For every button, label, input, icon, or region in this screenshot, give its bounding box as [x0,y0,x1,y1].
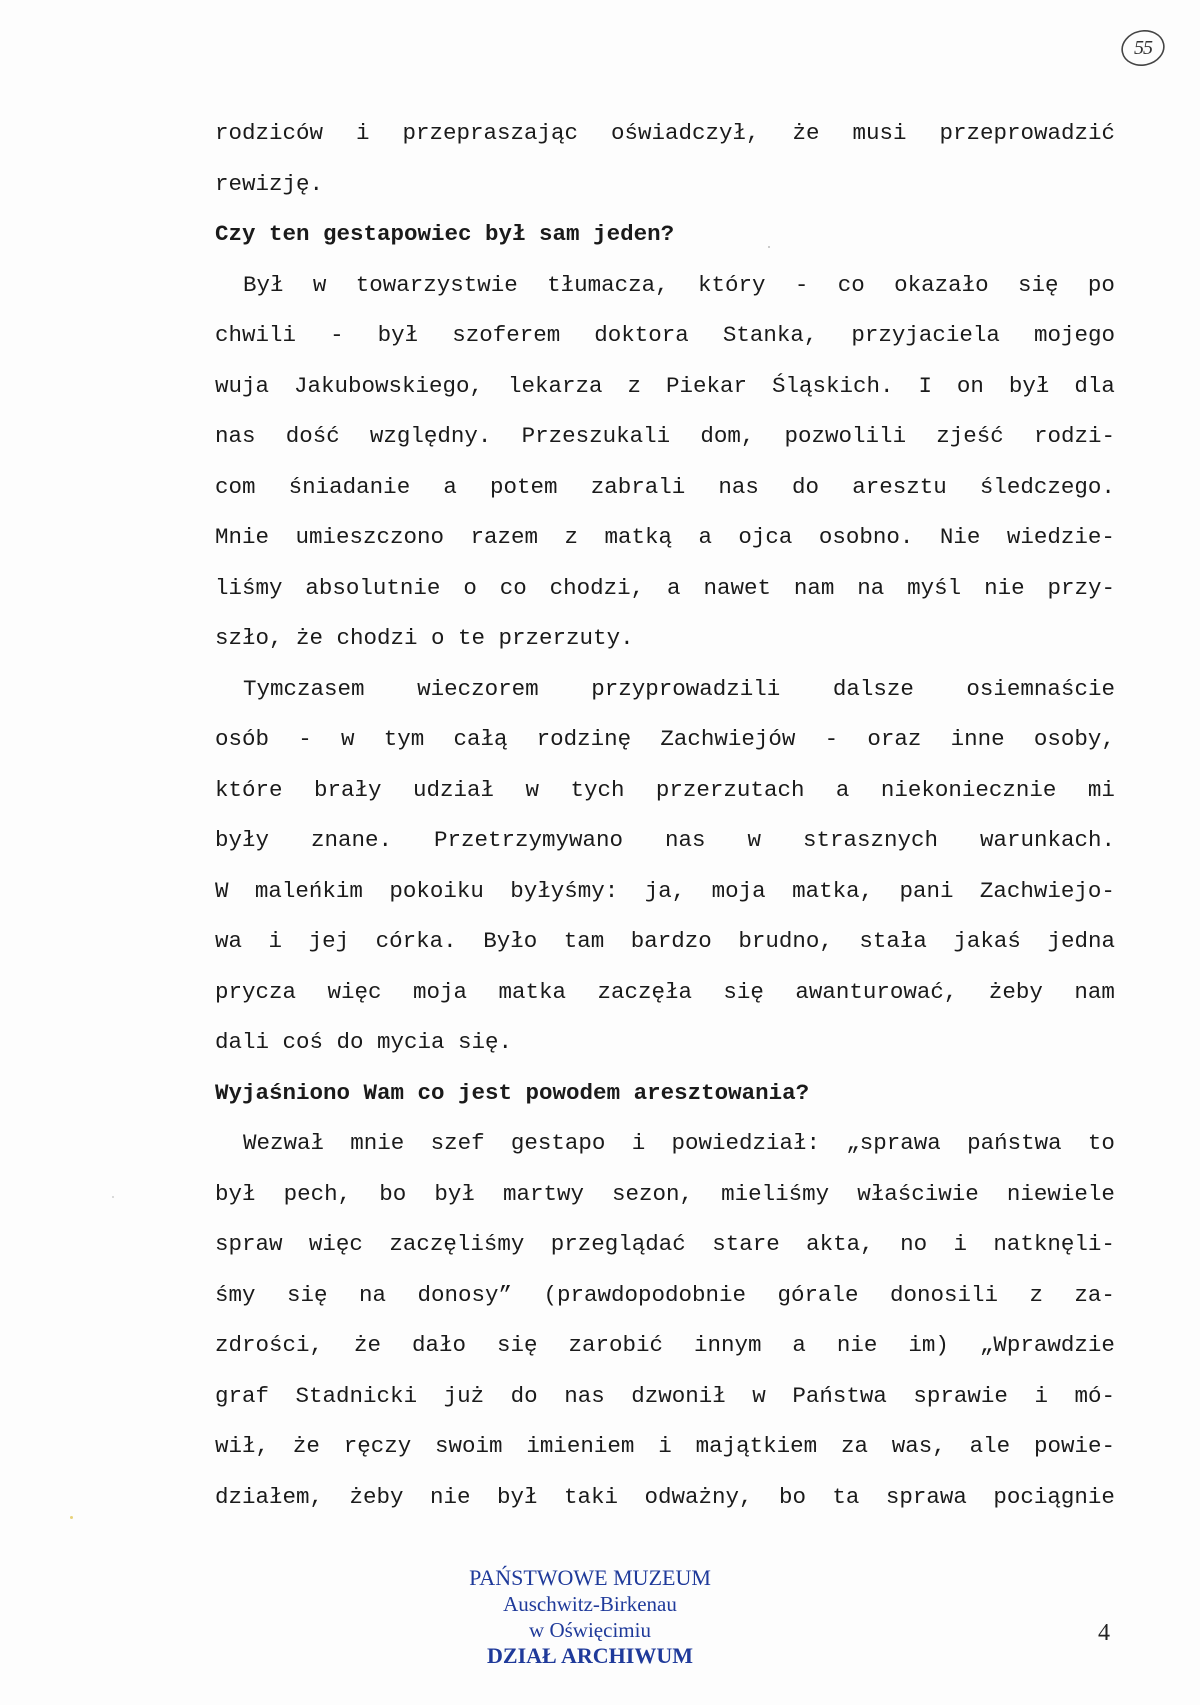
word: a [835,776,850,803]
word: maleńkim [254,877,363,904]
word: Zachwiejo- [979,877,1115,904]
word: chodzi, [549,574,645,601]
word: mnie [350,1130,405,1156]
word: a [792,1332,806,1358]
word: Śląskich. [771,372,894,399]
word: wił, [215,1433,270,1459]
document-body [215,108,1115,1522]
paper-speck [70,1516,73,1519]
word: całą [453,726,508,752]
word: - [330,322,344,348]
word: żeby [988,978,1043,1005]
word: mieliśmy [721,1180,830,1207]
word: - [794,271,809,298]
paper-speck [112,1196,114,1198]
text-line [215,1219,1115,1270]
word: absolutnie [305,574,441,601]
word: z [564,524,578,550]
word: dla [1074,372,1115,399]
word: sprawa [885,1483,967,1510]
word: razem [470,524,538,550]
word: - [298,726,312,752]
word: wa [215,928,243,954]
word: ja, [644,877,686,904]
word: Piekar [665,372,747,399]
word: przyjaciela [851,322,1000,348]
word: im) [908,1332,949,1358]
word: zabrali [590,473,686,500]
word: co [837,271,865,298]
word: i [658,1433,672,1459]
text-line [215,1270,1115,1321]
word: jedna [1047,928,1115,954]
word: znane. [310,827,392,853]
word: był [215,1180,256,1207]
word: myśl [907,574,962,601]
word: więc [327,978,382,1005]
word: osób [215,726,270,752]
word: Zachwiejów [660,726,796,752]
word: się [1018,271,1059,298]
word: nam [793,574,835,601]
text-line [215,1472,1115,1523]
word: matka [498,978,566,1005]
word: przepraszając [402,120,579,146]
word: chwili [215,322,297,348]
word: pani [899,877,954,904]
word: do [510,1382,538,1409]
text-line [215,411,1115,462]
text-line [215,310,1115,361]
word: wiedzie- [1006,524,1115,550]
word: zjeść [936,423,1004,449]
word: gestapo [510,1130,606,1156]
word: sprawie [913,1382,1008,1409]
word: że [292,1433,320,1459]
word: musi [852,120,907,146]
word: odważny, [644,1483,753,1510]
word: taki [563,1483,618,1510]
word: za [840,1433,868,1459]
word: stała [859,928,927,954]
word: byłyśmy: [510,877,619,904]
word: matka, [792,877,874,904]
word: osiemnaście [966,675,1115,702]
word: awanturować, [795,978,958,1005]
word: były [215,827,270,853]
interview-question: Czy ten gestapowiec był sam jeden? [215,221,675,247]
word: działem, [215,1483,324,1510]
word: Przetrzymywano [433,827,623,853]
word: ręczy [343,1433,412,1459]
word: liśmy [215,574,283,601]
text-line: szło, że chodzi o te przerzuty. [215,625,634,651]
word: - [824,726,839,752]
word: zaczęła [597,978,692,1005]
word: oświadczył, [610,120,760,146]
word: już [443,1382,485,1409]
word: pokoiku [389,877,484,904]
word: państwa [967,1130,1062,1156]
word: górale [777,1281,859,1308]
page-number: 4 [1098,1620,1110,1646]
word: był [434,1180,475,1207]
word: nawet [703,574,771,601]
word: że [792,120,820,146]
word: swoim [435,1433,503,1459]
word: I [918,372,932,399]
word: Przeszukali [521,423,671,449]
word: inne [950,726,1005,752]
word: matką [604,524,672,550]
word: śmy [215,1281,256,1308]
word: przeprowadzić [939,120,1115,146]
word: osobno. [818,524,914,550]
word: powiedział: [671,1130,821,1156]
word: się [496,1332,538,1358]
text-line [215,916,1115,967]
word: rodziców [215,120,324,146]
word: śniadanie [288,473,411,500]
word: majątkiem [695,1433,818,1459]
word: strasznych [802,827,938,853]
word: warunkach. [979,827,1115,853]
stamp-line-3: w Oświęcimiu [529,1618,651,1642]
text-line [215,1169,1115,1220]
word: tym [383,726,425,752]
text-line [215,108,1115,159]
word: córka. [375,928,457,954]
word: prycza [215,978,297,1005]
word: co [499,574,527,601]
archive-page-number [1120,28,1166,68]
word: mó- [1074,1382,1115,1409]
word: powie- [1033,1433,1115,1459]
text-line [215,1320,1115,1371]
word: z [627,372,641,399]
word: a [698,524,712,550]
word: wieczorem [417,675,539,702]
word: do [792,473,820,500]
word: więc [308,1231,363,1257]
word: zdrości, [215,1332,324,1358]
word: pech, [283,1180,352,1207]
word: innym [693,1332,762,1358]
word: niewiele [1006,1180,1115,1207]
word: zarobić [568,1332,663,1358]
word: (prawdopodobnie [543,1281,746,1308]
word: przyprowadzili [591,675,781,702]
word: Był [243,271,284,298]
paper-speck [768,246,770,248]
word: w [747,827,761,853]
word: niekoniecznie [880,776,1057,803]
word: sezon, [612,1180,694,1207]
word: umieszczono [295,524,445,550]
word: spraw [215,1231,283,1257]
word: przeglądać [550,1231,686,1257]
word: żeby [349,1483,404,1510]
word: W [215,877,229,904]
word: moja [711,877,766,904]
word: był [1008,372,1050,399]
archive-stamp [400,1565,780,1669]
word: dalsze [832,675,914,702]
stamp-line-1: PAŃSTWOWE MUZEUM [469,1565,711,1590]
word: Mnie [215,524,270,550]
word: Było [483,928,538,954]
word: który [698,271,766,298]
word: Tymczasem [243,675,365,702]
word: za- [1074,1281,1115,1308]
word: że [354,1332,382,1358]
text-line [215,714,1115,765]
word: ojca [738,524,793,550]
word: na [358,1281,386,1308]
word: brudno, [738,928,833,954]
word: Jakubowskiego, [293,372,484,399]
word: lekarza [507,372,603,399]
word: Stadnicki [295,1382,418,1409]
word: graf [215,1382,270,1409]
word: udział [412,776,494,803]
word: szoferem [452,322,561,348]
word: nas [718,473,759,500]
word: mi [1087,776,1115,803]
word: doktora [594,322,689,348]
word: i [631,1130,646,1156]
word: w [752,1382,766,1409]
text-line [215,866,1115,917]
word: nas [664,827,706,853]
text-line [215,512,1115,563]
text-line [215,1421,1115,1472]
word: donosy” [417,1281,512,1308]
word: martwy [502,1180,584,1207]
word: pociągnie [993,1483,1115,1510]
word: on [956,372,984,399]
word: „Wprawdzie [979,1332,1115,1358]
word: to [1087,1130,1115,1156]
word: ta [832,1483,860,1510]
paragraph-first-line [215,260,1115,311]
word: bo [379,1180,407,1207]
word: w [312,271,327,298]
text-line [215,815,1115,866]
word: wuja [215,372,270,399]
word: oraz [867,726,922,752]
word: tam [563,928,605,954]
word: donosili [889,1281,998,1308]
word: dom, [700,423,755,449]
archive-page-number-text: 55 [1134,36,1152,59]
interview-question: Wyjaśniono Wam co jest powodem aresztowania? [215,1079,810,1106]
text-line: dali coś do mycia się. [215,1029,513,1055]
text-line [215,563,1115,614]
word: nie [429,1483,471,1510]
word: tych [570,776,625,803]
word: się [723,978,764,1005]
word: z [1029,1281,1043,1308]
word: aresztu [852,473,947,500]
word: Państwa [792,1382,887,1409]
word: nam [1074,978,1115,1005]
word: przy- [1047,574,1115,601]
text-line [215,462,1115,513]
word: potem [490,473,558,500]
word: akta, [806,1231,874,1257]
word: was, [891,1433,946,1459]
word: które [215,776,283,803]
word: właściwie [857,1180,979,1207]
word: dość [285,423,340,449]
word: nas [564,1382,605,1409]
text-line [215,361,1115,412]
word: rodzinę [536,726,632,752]
word: pozwolili [784,423,907,449]
stamp-line-4: DZIAŁ ARCHIWUM [487,1643,693,1668]
word: nas [215,423,256,449]
word: o [463,574,477,601]
word: no [900,1231,928,1257]
word: względny. [369,423,492,449]
word: towarzystwie [355,271,518,298]
word: na [857,574,885,601]
word: Nie [939,524,981,550]
word: zaczęliśmy [389,1231,525,1257]
text-line: rewizję. [215,170,324,197]
text-line [215,967,1115,1018]
word: był [496,1483,538,1510]
word: imieniem [526,1433,635,1459]
word: w [340,726,355,752]
word: tłumacza, [547,271,669,298]
word: osoby, [1033,726,1115,752]
word: w [525,776,539,803]
word: szef [430,1130,485,1156]
paragraph-first-line [215,1118,1115,1169]
word: moja [412,978,467,1005]
word: „sprawa [846,1130,941,1156]
word: dało [411,1332,466,1358]
word: brały [313,776,382,803]
word: com [215,473,256,500]
word: przerzutach [655,776,805,803]
text-line [215,1371,1115,1422]
word: się [286,1281,328,1308]
word: nie [836,1332,878,1358]
word: bardzo [630,928,712,954]
word: był [377,322,419,348]
word: po [1087,271,1115,298]
stamp-line-2: Auschwitz-Birkenau [503,1592,677,1616]
word: i [1034,1382,1048,1409]
word: i [356,120,370,146]
word: bo [778,1483,806,1510]
word: a [443,473,457,500]
word: i [953,1231,967,1257]
word: i [268,928,283,954]
word: rodzi- [1033,423,1115,449]
word: śledczego. [979,473,1115,500]
word: okazało [894,271,989,298]
paragraph-first-line [215,664,1115,715]
text-line [215,765,1115,816]
word: natknęli- [993,1231,1115,1257]
word: nie [984,574,1025,601]
word: a [667,574,681,601]
word: Wezwał [243,1130,325,1156]
word: mojego [1033,322,1115,348]
word: ale [969,1433,1011,1459]
word: dzwonił [631,1382,726,1409]
word: jakaś [953,928,1021,954]
word: jej [308,928,350,954]
word: stare [712,1231,780,1257]
word: Stanka, [722,322,818,348]
